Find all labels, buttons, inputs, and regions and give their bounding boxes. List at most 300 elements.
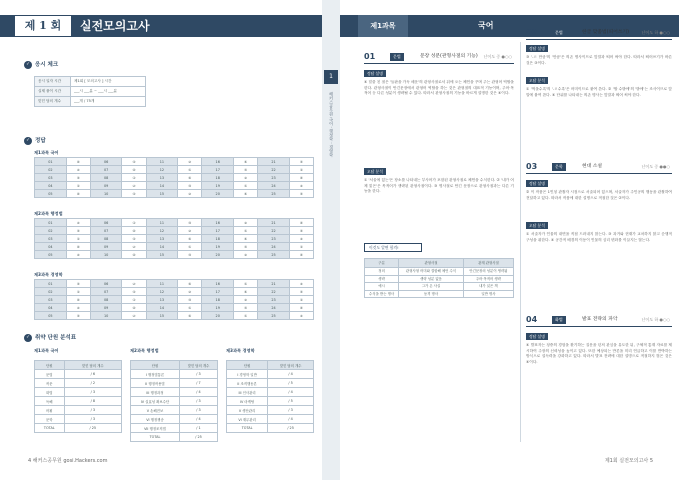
answer-cell: ④: [66, 190, 90, 198]
question-category: 문장 성분(관형사절의 기능): [420, 54, 478, 59]
answer-cell: ①: [122, 219, 146, 227]
column-divider: [520, 42, 521, 442]
analysis-heading: ✓ 취약 단원 분석표: [24, 333, 76, 342]
page-title: 실전모의고사: [80, 19, 150, 33]
question-number-cell: 21: [258, 280, 290, 288]
question-number-cell: 09: [90, 304, 122, 312]
answer-explanation: ④ 발표자는 청중의 경험을 환기하는 질문을 던져 관심을 유도한 뒤, 구체적 통계 자료를 제시하여 주장의 신뢰성을 높이고 있다. 또한 예상되는 반론을 미리 언급하고 이를 반박하는 방식으로 설득력을 강화하고 있다. 따라서 발표 전략에 대한 설명으로 적절하지 않은 것은 ④이다.: [526, 343, 672, 364]
check-key: 응시 일자 시간: [35, 77, 71, 87]
table-row: [35, 280, 314, 288]
analysis-table: [34, 360, 122, 433]
question-number-cell: 07: [90, 166, 122, 174]
answer-cell: ②: [66, 166, 90, 174]
table-row: [227, 415, 314, 424]
answer-cell: ①: [234, 227, 258, 235]
question-tag: 화법: [552, 316, 566, 324]
table-header: 맞힌 답의 개수: [179, 361, 217, 370]
answer-cell: ④: [178, 280, 202, 288]
question-number: 03: [526, 162, 538, 171]
answer-cell: ④: [178, 235, 202, 243]
analysis-table: [226, 360, 314, 433]
score-cell[interactable]: / 4: [179, 388, 217, 397]
table-row: [227, 406, 314, 415]
answer-cell: ②: [66, 251, 90, 259]
table-row: [35, 379, 122, 388]
unit-cell: VII 행정조직법: [131, 424, 180, 433]
table-header-row: [35, 361, 122, 370]
answer-subject-label: 제3과목 경영학: [34, 272, 63, 277]
score-cell[interactable]: / 2: [64, 379, 121, 388]
answer-cell: ②: [178, 288, 202, 296]
left-page-header: [0, 15, 322, 37]
answer-cell: ④: [178, 174, 202, 182]
answer-cell: ①: [234, 312, 258, 320]
question-number-cell: 06: [90, 280, 122, 288]
wrong-badge: 오답 분석: [526, 77, 548, 84]
check-heading: ✓ 응시 체크: [24, 60, 58, 69]
question-number-cell: 20: [202, 190, 234, 198]
unit-cell: IV 마케팅: [227, 397, 268, 406]
unit-cell: TOTAL: [131, 433, 180, 442]
question-number-cell: 03: [35, 296, 67, 304]
score-cell[interactable]: / 3: [64, 406, 121, 415]
question-number-cell: 10: [90, 190, 122, 198]
question-number-cell: 15: [146, 190, 178, 198]
question-number-cell: 09: [90, 243, 122, 251]
answer-cell: ③: [66, 227, 90, 235]
side-tab-text: 해커스공무원 국어 · 행정학 · 경영학: [329, 92, 334, 157]
answer-explanation: ③ '-ㄹ 만큼'의 '만큼'은 의존 명사이므로 앞말과 띄어 써야 한다. 따라서 띄어쓰기가 바른 것은 ③이다.: [526, 55, 672, 65]
question-number-cell: 14: [146, 304, 178, 312]
table-row: [131, 433, 218, 442]
score-cell[interactable]: / 25: [64, 424, 121, 433]
table-row: [35, 388, 122, 397]
answer-cell: ①: [234, 280, 258, 288]
answer-badge: 정답 설명: [526, 45, 548, 52]
question-number-cell: 14: [146, 243, 178, 251]
question-number-cell: 16: [202, 219, 234, 227]
table-row: [227, 379, 314, 388]
answer-cell: ④: [234, 158, 258, 166]
question-number-cell: 10: [90, 312, 122, 320]
answer-cell: ②: [234, 219, 258, 227]
table-row: [35, 77, 146, 87]
question-level: 난이도 중 ●○○: [483, 54, 512, 59]
table-cell: 내가 읽은 책: [463, 283, 513, 291]
score-cell[interactable]: / 3: [64, 415, 121, 424]
unit-cell: II 조직행동론: [227, 379, 268, 388]
check-key: 실제 풀이 시간: [35, 87, 71, 97]
question-number-cell: 17: [202, 288, 234, 296]
question-number-cell: 21: [258, 158, 290, 166]
table-row: [227, 370, 314, 379]
answer-cell: ②: [66, 219, 90, 227]
question-number-cell: 25: [258, 251, 290, 259]
score-cell[interactable]: / 4: [268, 370, 314, 379]
question-number-cell: 06: [90, 158, 122, 166]
unit-cell: III 행정과정: [131, 388, 180, 397]
question-number-cell: 16: [202, 280, 234, 288]
answer-cell: ①: [66, 182, 90, 190]
question-number-cell: 18: [202, 174, 234, 182]
question-number: 04: [526, 315, 538, 324]
table-header: 단원: [227, 361, 268, 370]
table-row: [35, 87, 146, 97]
table-row: [131, 397, 218, 406]
table-row: [131, 388, 218, 397]
answer-cell: ③: [289, 227, 313, 235]
answer-cell: ④: [289, 219, 313, 227]
unit-cell: I 경영학 일반: [227, 370, 268, 379]
question-number-cell: 17: [202, 227, 234, 235]
answer-cell: ②: [66, 304, 90, 312]
check-heading-icon: ✓: [24, 61, 32, 69]
question-number-cell: 06: [90, 219, 122, 227]
question-tag: 문법: [390, 53, 404, 61]
question-number-cell: 22: [258, 166, 290, 174]
table-cell: 수식을 받는 명사: [365, 290, 399, 298]
score-cell[interactable]: / 3: [179, 397, 217, 406]
table-header: 관계 관형사절: [463, 259, 513, 268]
score-cell[interactable]: / 3: [268, 406, 314, 415]
question-number-cell: 20: [202, 251, 234, 259]
question-number-cell: 13: [146, 296, 178, 304]
answer-table: [34, 157, 314, 198]
question-number-cell: 01: [35, 158, 67, 166]
answer-cell: ①: [66, 235, 90, 243]
score-cell[interactable]: / 6: [64, 370, 121, 379]
table-row: [131, 424, 218, 433]
answer-cell: ③: [289, 158, 313, 166]
answer-cell: ④: [66, 243, 90, 251]
question-number-cell: 02: [35, 166, 67, 174]
question-number-cell: 02: [35, 288, 67, 296]
answer-cell: ②: [122, 280, 146, 288]
subject-box: 제1과목: [358, 15, 408, 37]
subject-title: 국어: [478, 21, 494, 30]
table-row: [35, 235, 314, 243]
table-row: [35, 174, 314, 182]
check-value[interactable]: ___개 / 75개: [71, 97, 146, 107]
answer-explanation: ② 이 작품은 1인칭 관찰자 시점으로 서술되어 있으며, 서술자가 주인공의 행동을 관찰하여 전달하고 있다. 따라서 작품에 대한 설명으로 적절한 것은 ②이다.: [526, 190, 672, 200]
question-number-cell: 13: [146, 235, 178, 243]
table-row: [227, 397, 314, 406]
answer-cell: ①: [122, 174, 146, 182]
check-table: [34, 76, 146, 107]
table-row: [35, 415, 122, 424]
table-row: [35, 406, 122, 415]
question-number-cell: 18: [202, 296, 234, 304]
score-cell[interactable]: / 7: [179, 379, 217, 388]
answer-cell: ②: [289, 235, 313, 243]
table-cell: 생략: [365, 275, 399, 283]
table-header-row: [131, 361, 218, 370]
table-row: [35, 397, 122, 406]
question-number-cell: 04: [35, 243, 67, 251]
question-level: 난이도 하 ●○○: [641, 317, 670, 322]
unit-cell: TOTAL: [35, 424, 65, 433]
question-number-cell: 14: [146, 182, 178, 190]
answer-cell: ③: [122, 190, 146, 198]
table-row: [35, 288, 314, 296]
answer-cell: ④: [234, 288, 258, 296]
table-row: [35, 370, 122, 379]
question-tag: 문법: [552, 29, 566, 37]
table-header: 단원: [131, 361, 180, 370]
wrong-badge: 오답 분석: [364, 168, 386, 175]
answer-badge: 정답 설명: [364, 70, 386, 77]
answer-cell: ③: [122, 288, 146, 296]
question-number-cell: 19: [202, 304, 234, 312]
unit-cell: VI 행정쟁송: [131, 415, 180, 424]
score-cell[interactable]: / 4: [179, 415, 217, 424]
table-header: 맞힌 답의 개수: [268, 361, 314, 370]
score-cell[interactable]: / 5: [268, 397, 314, 406]
answer-cell: ④: [234, 235, 258, 243]
table-cell: 동격 명사: [399, 290, 464, 298]
question-tag: 문학: [552, 163, 566, 171]
question-number-cell: 19: [202, 243, 234, 251]
check-value[interactable]: ___시 ___분 ~ ___시 ___분: [71, 87, 146, 97]
score-cell[interactable]: / 8: [64, 397, 121, 406]
answer-cell: ②: [178, 158, 202, 166]
question-number-cell: 05: [35, 190, 67, 198]
unit-cell: II 행정작용법: [131, 379, 180, 388]
answer-cell: ④: [178, 312, 202, 320]
question-category: 한글 맞춤법(띄어쓰기): [582, 30, 629, 35]
table-row: [131, 415, 218, 424]
table-cell: 일반 명사: [463, 290, 513, 298]
table-row: [35, 227, 314, 235]
table-row: [365, 268, 514, 276]
question-number-cell: 15: [146, 312, 178, 320]
unit-cell: IV 실효성 확보수단: [131, 397, 180, 406]
wrong-explanation: ① '먹을수록'의 '-ㄹ수록'은 어미이므로 붙여 쓴다. ② '할 수밖에'의 '밖에'는 조사이므로 앞말에 붙여 쓴다. ④ 단위를 나타내는 의존 명사는 앞말과 띄어 써야 한다.: [526, 87, 672, 97]
score-cell[interactable]: / 5: [268, 379, 314, 388]
question-number-cell: 24: [258, 304, 290, 312]
table-row: [35, 251, 314, 259]
round-number: 제 1 회: [14, 15, 72, 37]
score-cell[interactable]: / 25: [179, 433, 217, 442]
question-number-cell: 05: [35, 251, 67, 259]
table-header: 관형사절: [399, 259, 464, 268]
answer-cell: ③: [122, 158, 146, 166]
answer-cell: ①: [178, 243, 202, 251]
answer-cell: ③: [178, 219, 202, 227]
question-number: 02: [526, 28, 538, 37]
question-number-cell: 23: [258, 296, 290, 304]
answer-cell: ③: [178, 251, 202, 259]
check-value[interactable]: 제1회 [ 모의고사 ] 시간: [71, 77, 146, 87]
table-cell: 생략 성분 없음: [399, 275, 464, 283]
unit-cell: TOTAL: [227, 424, 268, 433]
question-number-cell: 07: [90, 288, 122, 296]
question-number-cell: 08: [90, 296, 122, 304]
answer-cell: ②: [234, 251, 258, 259]
unit-cell: 화법: [35, 388, 65, 397]
answer-cell: ④: [66, 296, 90, 304]
question-header-01: [364, 50, 514, 64]
table-cell: 관형사형 어미와 결합해 체언 수식: [399, 268, 464, 276]
table-row: [227, 388, 314, 397]
answer-badge: 정답 설명: [526, 180, 548, 187]
question-number-cell: 16: [202, 158, 234, 166]
score-cell[interactable]: / 3: [64, 388, 121, 397]
question-number-cell: 07: [90, 227, 122, 235]
unit-cell: 문법: [35, 370, 65, 379]
question-number-cell: 12: [146, 288, 178, 296]
answer-cell: ③: [66, 312, 90, 320]
question-number-cell: 05: [35, 312, 67, 320]
table-cell: 그가 온 사실: [399, 283, 464, 291]
question-number: 01: [364, 52, 376, 61]
question-number-cell: 25: [258, 312, 290, 320]
question-number-cell: 19: [202, 182, 234, 190]
question-number-cell: 11: [146, 219, 178, 227]
score-cell[interactable]: / 4: [268, 415, 314, 424]
answer-cell: ③: [178, 296, 202, 304]
table-row: [35, 190, 314, 198]
table-cell: 정의: [365, 268, 399, 276]
score-cell[interactable]: / 3: [179, 370, 217, 379]
question-number-cell: 02: [35, 227, 67, 235]
unit-cell: 문학: [35, 415, 65, 424]
score-cell[interactable]: / 1: [179, 424, 217, 433]
unit-cell: V 손해전보: [131, 406, 180, 415]
right-footer: 제1회 실전모의고사 5: [604, 458, 653, 464]
answer-cell: ④: [122, 166, 146, 174]
table-row: [35, 166, 314, 174]
answer-cell: ②: [122, 182, 146, 190]
question-number-cell: 13: [146, 174, 178, 182]
unit-cell: VI 재무관리: [227, 415, 268, 424]
answer-cell: ②: [234, 174, 258, 182]
answer-cell: ①: [66, 288, 90, 296]
question-number-cell: 08: [90, 174, 122, 182]
question-number-cell: 01: [35, 219, 67, 227]
table-header-row: [365, 259, 514, 268]
answer-cell: ③: [66, 280, 90, 288]
table-header: 구분: [365, 259, 399, 268]
answer-cell: ④: [122, 304, 146, 312]
score-cell[interactable]: / 3: [179, 406, 217, 415]
answer-cell: ③: [178, 182, 202, 190]
question-number-cell: 11: [146, 158, 178, 166]
table-header: 단원: [35, 361, 65, 370]
answer-table: [34, 279, 314, 320]
question-header-04: [526, 313, 672, 327]
answer-subject-label: 제1과목 국어: [34, 150, 59, 155]
answer-cell: ③: [122, 235, 146, 243]
unit-cell: I 행정법통론: [131, 370, 180, 379]
wrong-explanation: ① '서울에 있는'은 장소를 나타내는 부사어가 포함된 관형사절로 체언을 수식한다. ② '내가 어제 읽은'은 목적어가 생략된 관형사절이다. ③ 명사절로 안긴 문장으로 관형사절과는 다른 기능을 한다.: [364, 178, 514, 194]
question-number-cell: 03: [35, 235, 67, 243]
answer-cell: ①: [289, 296, 313, 304]
analysis-subject-label: 제1과목 국어: [34, 348, 59, 353]
question-level: 난이도 하 ●○○: [641, 30, 670, 35]
table-row: [131, 379, 218, 388]
answer-cell: ②: [289, 312, 313, 320]
answer-cell: ①: [178, 166, 202, 174]
score-cell[interactable]: / 4: [268, 388, 314, 397]
question-number-cell: 22: [258, 227, 290, 235]
answer-subject-label: 제2과목 행정법: [34, 211, 63, 216]
answer-cell: ①: [178, 304, 202, 312]
table-row: [131, 406, 218, 415]
answer-cell: ④: [66, 158, 90, 166]
answer-cell: ②: [122, 312, 146, 320]
score-cell[interactable]: / 25: [268, 424, 314, 433]
unit-cell: 작문: [35, 379, 65, 388]
table-row: [35, 97, 146, 107]
answer-cell: ③: [66, 174, 90, 182]
table-cell: 안긴문장의 성분이 생략됨: [463, 268, 513, 276]
table-row: [365, 290, 514, 298]
question-number-cell: 22: [258, 288, 290, 296]
table-row: [35, 304, 314, 312]
question-number-cell: 12: [146, 227, 178, 235]
answers-heading-icon: ✓: [24, 137, 32, 145]
answer-cell: ③: [234, 304, 258, 312]
question-header-03: [526, 160, 672, 174]
side-tab: [322, 0, 340, 480]
question-number-cell: 25: [258, 190, 290, 198]
analysis-table: [130, 360, 218, 442]
answer-cell: ①: [289, 243, 313, 251]
answers-heading: ✓ 정답: [24, 136, 46, 145]
question-number-cell: 12: [146, 166, 178, 174]
wrong-badge: 오답 분석: [526, 222, 548, 229]
answer-cell: ②: [289, 280, 313, 288]
comparison-table: [364, 258, 514, 298]
answer-cell: ①: [122, 296, 146, 304]
side-tab-number: 1: [324, 70, 338, 84]
question-number-cell: 18: [202, 235, 234, 243]
question-number-cell: 17: [202, 166, 234, 174]
answer-cell: ②: [234, 296, 258, 304]
table-row: [131, 370, 218, 379]
answer-cell: ②: [178, 227, 202, 235]
table-header: 맞힌 답의 개수: [64, 361, 121, 370]
answer-cell: ④: [122, 251, 146, 259]
answer-cell: ④: [122, 227, 146, 235]
question-number-cell: 04: [35, 182, 67, 190]
table-cell: 예시: [365, 283, 399, 291]
answer-cell: ③: [289, 288, 313, 296]
answer-cell: ①: [289, 166, 313, 174]
table-cell: 주어·목적어 생략: [463, 275, 513, 283]
question-number-cell: 11: [146, 280, 178, 288]
table-row: [35, 243, 314, 251]
question-number-cell: 09: [90, 182, 122, 190]
answer-table: [34, 218, 314, 259]
table-row: [227, 424, 314, 433]
table-row: [365, 275, 514, 283]
check-key: 맞힌 답의 개수: [35, 97, 71, 107]
table-row: [35, 219, 314, 227]
answer-cell: ①: [234, 182, 258, 190]
right-page: [340, 0, 679, 480]
analysis-heading-icon: ✓: [24, 334, 32, 342]
table-row: [35, 296, 314, 304]
question-number-cell: 20: [202, 312, 234, 320]
question-number-cell: 23: [258, 174, 290, 182]
answer-cell: ③: [234, 243, 258, 251]
question-number-cell: 15: [146, 251, 178, 259]
question-number-cell: 04: [35, 304, 67, 312]
question-number-cell: 08: [90, 235, 122, 243]
question-number-cell: 21: [258, 219, 290, 227]
